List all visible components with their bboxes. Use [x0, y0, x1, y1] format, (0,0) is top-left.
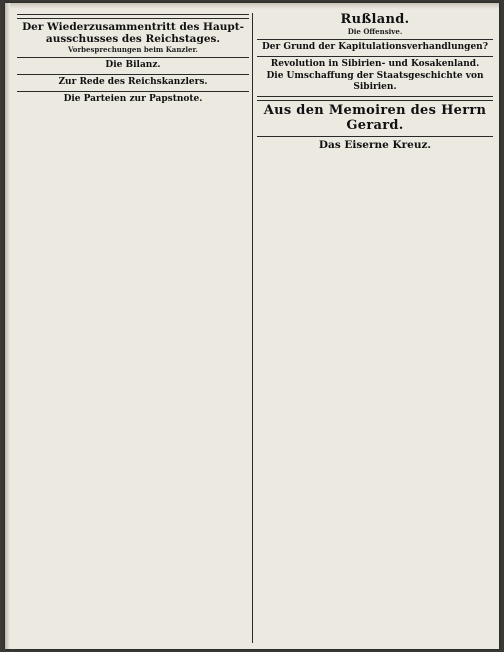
article-title: Die Parteien zur Papstnote.: [63, 94, 203, 104]
section-rule: [17, 57, 249, 58]
article-title: Zur Rede des Reichskanzlers.: [58, 77, 208, 87]
article-subtitle: Vorbesprechungen beim Kanzler.: [67, 45, 198, 54]
newspaper-page: [5, 3, 499, 649]
article-title: Die Umschaffung der Staatsgeschichte von Sibirien.: [266, 71, 484, 92]
article-subtitle: Die Offensive.: [347, 27, 403, 36]
section-rule: [257, 136, 493, 137]
section-rule: [17, 14, 249, 19]
article-title: Der Grund der Kapitulationsverhandlungen?: [262, 42, 488, 52]
section-rule: [257, 56, 493, 57]
article-title: Die Bilanz.: [105, 60, 161, 70]
article-title: Das Eiserne Kreuz.: [318, 139, 432, 151]
left-column: [17, 11, 249, 645]
section-rule: [257, 39, 493, 40]
article-title: Der Wiederzusammentritt des Haupt-ausschusses des Reichstages.: [22, 21, 244, 45]
article-title: Revolution in Sibirien- und Kosakenland.: [270, 59, 480, 69]
article-title: Aus den Memoiren des Herrn Gerard.: [263, 103, 487, 133]
section-rule: [257, 96, 493, 101]
section-rule: [17, 74, 249, 75]
right-column: [257, 11, 493, 645]
article-title: Rußland.: [340, 12, 410, 27]
column-divider: [252, 13, 253, 643]
section-rule: [17, 91, 249, 92]
